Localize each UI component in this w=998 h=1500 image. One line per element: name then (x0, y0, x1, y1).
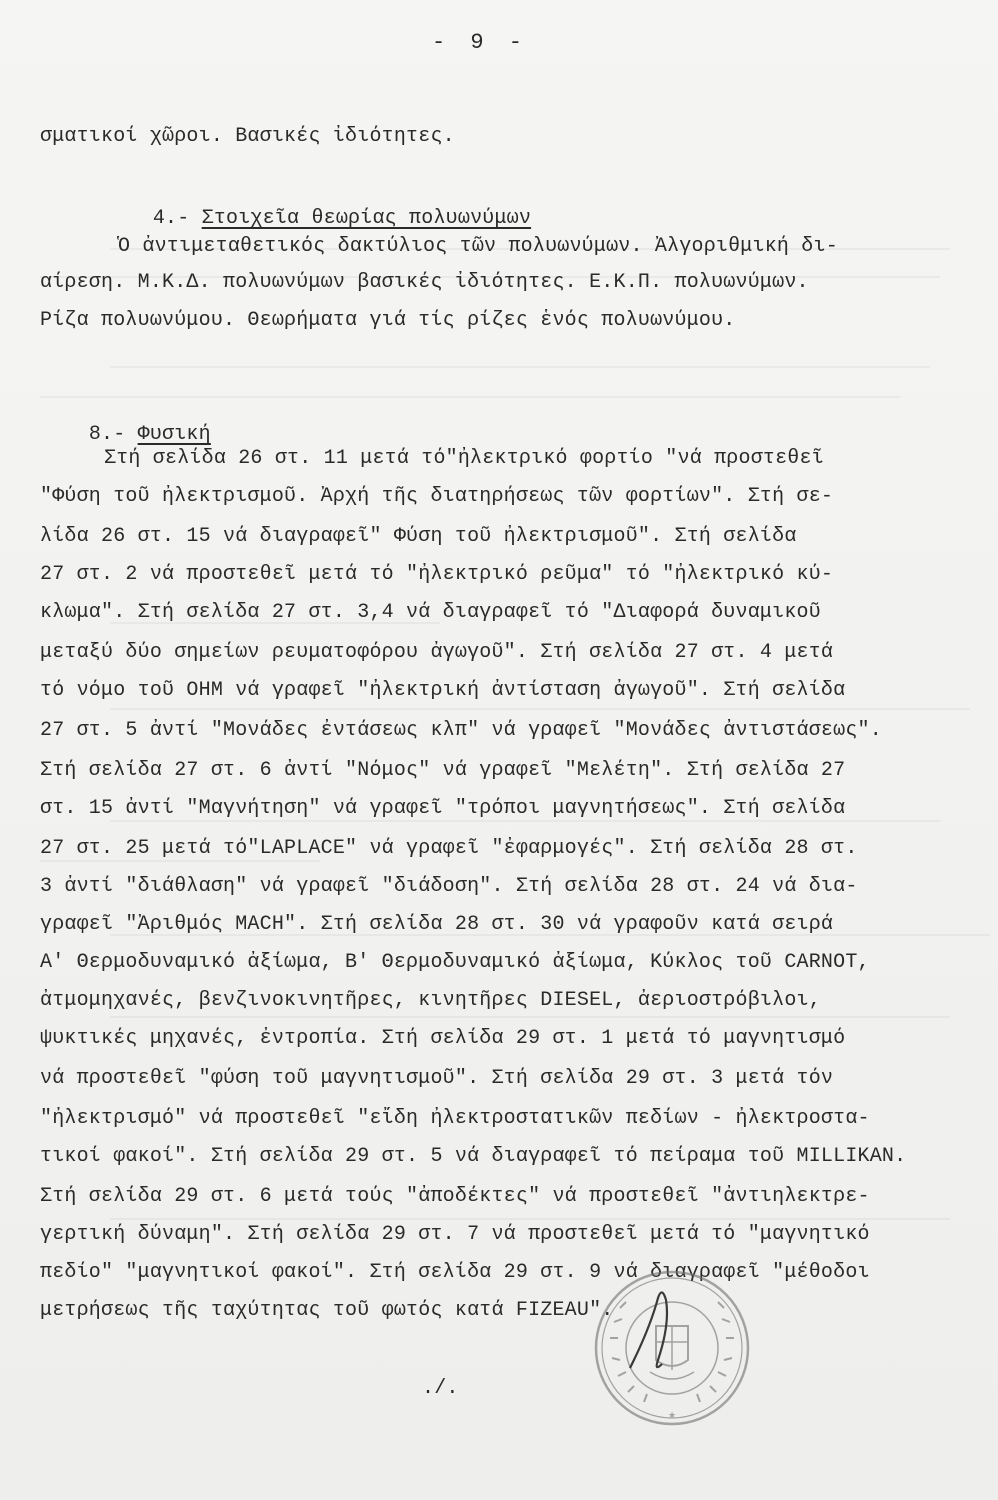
text-line-4: αίρεση. Μ.Κ.Δ. πολυωνύμων βασικές ἰδιότητες. Ε.Κ.Π. πολυωνύμων. (40, 271, 809, 294)
section-number-4: 4.- (152, 207, 202, 230)
text-line-5: Ρίζα πολυωνύμου. Θεωρήματα γιά τίς ρίζες ἑνός πολυωνύμου. (40, 309, 736, 332)
text-line-15: τό νόμο τοῦ ΟΗΜ νά γραφεῖ "ἠλεκτρική ἀντίσταση ἀγωγοῦ". Στή σελίδα (40, 679, 846, 702)
text-line-19: 27 στ. 25 μετά τό"LAPLACE" νά γραφεῖ "ἐφαρμογές". Στή σελίδα 28 στ. (40, 837, 858, 860)
text-line-21: γραφεῖ "Ἀριθμός MACH". Στή σελίδα 28 στ. 30 νά γραφοῦν κατά σειρά (40, 913, 834, 936)
text-line-25: νά προστεθεῖ "φύση τοῦ μαγνητισμοῦ". Στή σελίδα 29 στ. 3 μετά τόν (40, 1067, 834, 1090)
text-line-12: 27 στ. 2 νά προστεθεῖ μετά τό "ἠλεκτρικό ρεῦμα" τό "ἠλεκτρικό κύ- (40, 563, 834, 586)
text-line-28: Στή σελίδα 29 στ. 6 μετά τούς "ἀποδέκτες" νά προστεθεῖ "ἀντιηλεκτρε- (40, 1185, 870, 1208)
text-line-17: Στή σελίδα 27 στ. 6 ἀντί "Νόμος" νά γραφεῖ "Μελέτη". Στή σελίδα 27 (40, 759, 846, 782)
text-line-22: Α' Θερμοδυναμικό ἀξίωμα, Β' Θερμοδυναμικό ἀξίωμα, Κύκλος τοῦ CARNOT, (40, 951, 870, 974)
text-line-30: πεδίο" "μαγνητικοί φακοί". Στή σελίδα 29 στ. 9 νά διαγραφεῖ "μέθοδοι (40, 1261, 870, 1284)
text-line-29: γερτική δύναμη". Στή σελίδα 29 στ. 7 νά προστεθεῖ μετά τό "μαγνητικό (40, 1223, 870, 1246)
text-line-9: Στή σελίδα 26 στ. 11 μετά τό"ἠλεκτρικό φορτίο "νά προστεθεῖ (104, 447, 824, 470)
section-number-8: 8.- (88, 423, 138, 446)
handwritten-signature (600, 1268, 720, 1388)
text-line-27: τικοί φακοί". Στή σελίδα 29 στ. 5 νά διαγραφεῖ τό πείραμα τοῦ MILLIKAN. (40, 1145, 907, 1168)
svg-text:★: ★ (667, 1410, 677, 1420)
text-line-31: μετρήσεως τῆς ταχύτητας τοῦ φωτός κατά FIZEAU". (40, 1299, 614, 1322)
section-title-polynomials: Στοιχεῖα θεωρίας πολυωνύμων (201, 207, 532, 230)
page-number: - 9 - (432, 30, 529, 55)
text-line-26: "ἠλεκτρισμό" νά προστεθεῖ "εἴδη ἠλεκτροστατικῶν πεδίων - ἠλεκτροστα- (40, 1107, 870, 1130)
end-mark: ./. (422, 1377, 459, 1400)
text-line-1: σματικοί χῶροι. Βασικές ἰδιότητες. (40, 125, 455, 148)
text-line-24: ψυκτικές μηχανές, ἐντροπία. Στή σελίδα 29 στ. 1 μετά τό μαγνητισμό (40, 1027, 846, 1050)
text-line-10: "Φύση τοῦ ἠλεκτρισμοῦ. Ἀρχή τῆς διατηρήσεως τῶν φορτίων". Στή σε- (40, 485, 834, 508)
text-line-20: 3 ἀντί "διάθλαση" νά γραφεῖ "διάδοση". Στή σελίδα 28 στ. 24 νά δια- (40, 875, 858, 898)
text-line-16: 27 στ. 5 ἀντί "Μονάδες ἐντάσεως κλπ" νά γραφεῖ "Μονάδες ἀντιστάσεως". (40, 719, 882, 742)
text-line-3: Ὁ ἀντιμεταθετικός δακτύλιος τῶν πολυωνύμων. Ἀλγοριθμική δι- (118, 235, 838, 258)
text-line-23: ἀτμομηχανές, βενζινοκινητῆρες, κινητῆρες DIESEL, ἀεριοστρόβιλοι, (40, 989, 821, 1012)
text-line-18: στ. 15 ἀντί "Μαγνήτηση" νά γραφεῖ "τρόποι μαγνητήσεως". Στή σελίδα (40, 797, 846, 820)
section-title-physics: Φυσική (137, 423, 211, 446)
text-line-11: λίδα 26 στ. 15 νά διαγραφεῖ" Φύση τοῦ ἠλεκτρισμοῦ". Στή σελίδα (40, 525, 797, 548)
text-line-13: κλωμα". Στή σελίδα 27 στ. 3,4 νά διαγραφεῖ τό "Διαφορά δυναμικοῦ (40, 601, 821, 624)
text-line-14: μεταξύ δύο σημείων ρευματοφόρου ἀγωγοῦ". Στή σελίδα 27 στ. 4 μετά (40, 641, 834, 664)
